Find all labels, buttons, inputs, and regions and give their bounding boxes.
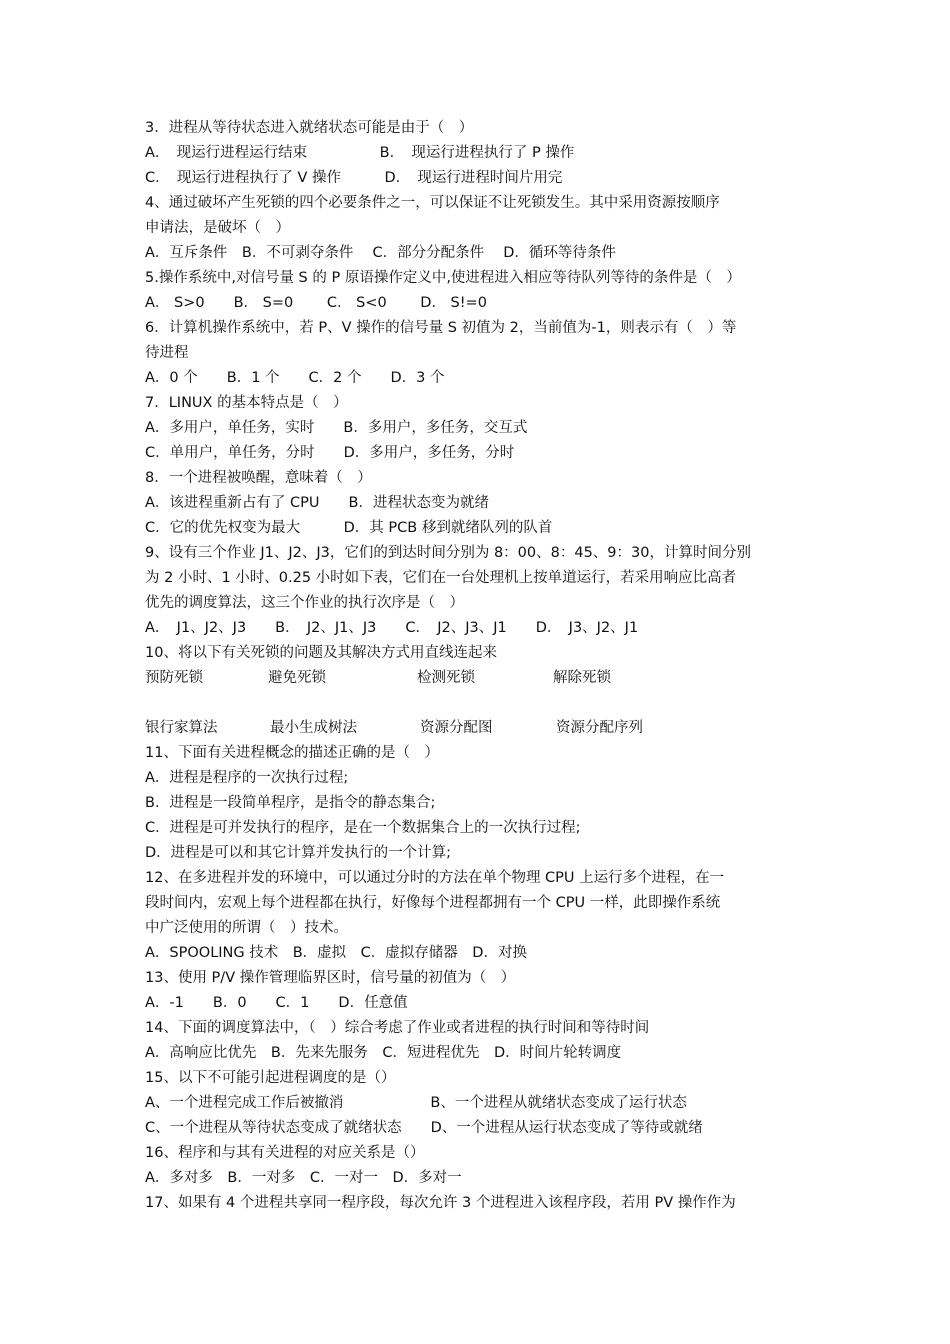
question-7: 7．LINUX 的基本特点是（ ） [145, 395, 348, 411]
question-8: 8．一个进程被唤醒，意味着（ ） [145, 470, 372, 486]
question-17: 17、如果有 4 个进程共享同一程序段，每次允许 3 个进程进入该程序段，若用 PV 操作作为 [145, 1195, 736, 1211]
match-bottom-item: 资源分配序列 [556, 720, 643, 736]
question-13: 13、使用 P/V 操作管理临界区时，信号量的初值为（ ） [145, 970, 516, 986]
question-12-cont: 中广泛使用的所谓（ ）技术。 [145, 920, 348, 936]
match-bottom-item: 银行家算法 [145, 720, 218, 736]
option-line: C．它的优先权变为最大 D．其 PCB 移到就绪队列的队首 [145, 520, 553, 536]
match-top-item: 预防死锁 [145, 670, 203, 686]
question-12: 12、在多进程并发的环境中，可以通过分时的方法在单个物理 CPU 上运行多个进程，在一 [145, 870, 725, 886]
match-bottom-item: 最小生成树法 [270, 720, 357, 736]
question-10: 10、将以下有关死锁的问题及其解决方式用直线连起来 [145, 645, 497, 661]
option-line: A．多用户，单任务，实时 B．多用户，多任务，交互式 [145, 420, 528, 436]
option-line: C． 现运行进程执行了 V 操作 D． 现运行进程时间片用完 [145, 170, 563, 186]
option-line: A．0 个 B．1 个 C．2 个 D．3 个 [145, 370, 445, 386]
option-line: C．单用户，单任务，分时 D．多用户，多任务，分时 [145, 445, 515, 461]
option-line: A．SPOOLING 技术 B．虚拟 C．虚拟存储器 D．对换 [145, 945, 527, 961]
question-6-cont: 待进程 [145, 345, 189, 361]
question-9: 9、设有三个作业 J1、J2、J3，它们的到达时间分别为 8：00、8：45、9：30，计算时间分别 [145, 545, 751, 561]
option-line: A、一个进程完成工作后被撤消 B、一个进程从就绪状态变成了运行状态 [145, 1095, 687, 1111]
option-line: A．进程是程序的一次执行过程; [145, 770, 349, 786]
option-line: B．进程是一段简单程序，是指令的静态集合; [145, 795, 436, 811]
option-line: A． S>0 B． S=0 C． S<0 D． S!=0 [145, 295, 487, 311]
question-6: 6．计算机操作系统中，若 P、V 操作的信号量 S 初值为 2，当前值为-1，则表示有（ ）等 [145, 320, 737, 336]
question-14: 14、下面的调度算法中，（ ）综合考虑了作业或者进程的执行时间和等待时间 [145, 1020, 650, 1036]
question-16: 16、程序和与其有关进程的对应关系是（） [145, 1145, 425, 1161]
option-line: C．进程是可并发执行的程序，是在一个数据集合上的一次执行过程; [145, 820, 581, 836]
question-9-cont: 优先的调度算法，这三个作业的执行次序是（ ） [145, 595, 464, 611]
match-top-item: 避免死锁 [268, 670, 326, 686]
option-line: C、一个进程从等待状态变成了就绪状态 D、一个进程从运行状态变成了等待或就绪 [145, 1120, 703, 1136]
question-5: 5.操作系统中,对信号量 S 的 P 原语操作定义中,使进程进入相应等待队列等待的条件是（ ） [145, 270, 741, 286]
option-line: A． 现运行进程运行结束 B． 现运行进程执行了 P 操作 [145, 145, 575, 161]
option-line: A．该进程重新占有了 CPU B．进程状态变为就绪 [145, 495, 489, 511]
option-line: A．互斥条件 B．不可剥夺条件 C．部分分配条件 D．循环等待条件 [145, 245, 616, 261]
option-line: A．多对多 B．一对多 C．一对一 D．多对一 [145, 1170, 462, 1186]
question-11: 11、下面有关进程概念的描述正确的是（ ） [145, 745, 439, 761]
option-line: A．高响应比优先 B．先来先服务 C．短进程优先 D．时间片轮转调度 [145, 1045, 622, 1061]
question-9-cont: 为 2 小时、1 小时、0.25 小时如下表，它们在一台处理机上按单道运行，若采用响应比高者 [145, 570, 737, 586]
question-15: 15、以下不可能引起进程调度的是（） [145, 1070, 396, 1086]
match-top-item: 解除死锁 [553, 670, 611, 686]
question-4-cont: 申请法，是破坏（ ） [145, 220, 290, 236]
option-line: A．-1 B．0 C．1 D．任意值 [145, 995, 408, 1011]
option-line: D．进程是可以和其它计算并发执行的一个计算; [145, 845, 452, 861]
question-4: 4、通过破坏产生死锁的四个必要条件之一，可以保证不让死锁发生。其中采用资源按顺序 [145, 195, 720, 211]
question-3: 3．进程从等待状态进入就绪状态可能是由于（ ） [145, 120, 474, 136]
match-top-item: 检测死锁 [417, 670, 475, 686]
option-line: A． J1、J2、J3 B． J2、J1、J3 C． J2、J3、J1 D． J3、J2、J1 [145, 620, 639, 636]
match-bottom-item: 资源分配图 [420, 720, 493, 736]
question-12-cont: 段时间内，宏观上每个进程都在执行，好像每个进程都拥有一个 CPU 一样，此即操作系统 [145, 895, 721, 911]
